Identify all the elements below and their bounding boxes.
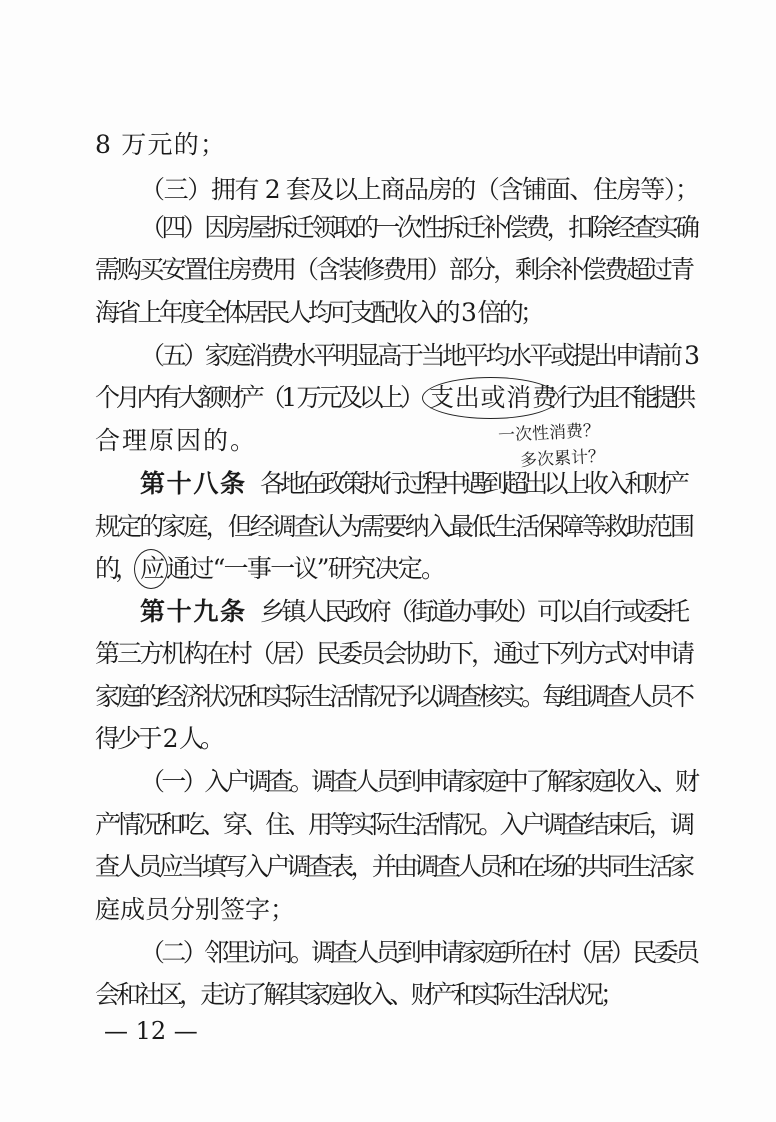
text-line	[0, 382, 776, 414]
text-line	[0, 638, 776, 670]
text-line	[0, 979, 776, 1011]
text-segment: 各地在政策执行过程中遇到超出以上收入和财产	[260, 469, 686, 498]
text-segment: （三）拥有 2 套及以上商品房的（含铺面、住房等）；	[140, 175, 699, 204]
text-segment: 的，	[95, 554, 135, 583]
text-segment: 产情况和吃、穿、住、用等实际生活情况。入户调查结束后，调	[95, 810, 692, 839]
article-heading: 第十八条	[140, 469, 247, 498]
text-line	[0, 723, 776, 755]
text-segment: 合理原因的。	[95, 426, 257, 455]
text-line	[0, 340, 776, 372]
text-segment: 第三方机构在村（居）民委员会协助下，通过下列方式对申请	[95, 639, 693, 668]
text-segment: 得少于 2 人。	[95, 724, 222, 753]
text-line	[0, 511, 776, 543]
text-segment: 乡镇人民政府（街道办事处）可以自行或委托	[260, 597, 687, 626]
handwritten-circle	[134, 549, 168, 589]
text-line	[0, 766, 776, 798]
page-number: — 12 —	[104, 1017, 198, 1045]
text-segment: （五）家庭消费水平明显高于当地平均水平或提出申请前 3	[140, 341, 697, 370]
handwritten-note: 多次累计？	[519, 446, 606, 471]
circled-text: 应	[140, 554, 166, 583]
article-heading: 第十九条	[140, 597, 247, 626]
text-line	[0, 129, 776, 161]
text-segment: 通过“一事一议”研究决定。	[166, 554, 445, 583]
handwritten-circle	[422, 377, 559, 419]
text-line	[0, 937, 776, 969]
text-segment: （四）因房屋拆迁领取的一次性拆迁补偿费，扣除经查实确	[140, 213, 697, 242]
text-line	[0, 553, 776, 585]
text-line	[0, 468, 776, 500]
text-line	[0, 809, 776, 841]
text-segment: 家庭的经济状况和实际生活情况予以调查核实。每组调查人员不	[95, 682, 692, 711]
text-segment: （二）邻里访问。调查人员到申请家庭所在村（居）民委员	[140, 938, 697, 967]
text-line	[0, 681, 776, 713]
text-line	[0, 894, 776, 926]
text-segment: 庭成员分别签字；	[95, 895, 295, 924]
text-segment: 需购买安置住房费用（含装修费用）部分，剩余补偿费超过青	[95, 255, 693, 284]
circled-text: 支出或消费	[429, 383, 558, 412]
text-segment: 查人员应当填写入户调查表，并由调查人员和在场的共同生活家	[95, 852, 692, 881]
text-line	[0, 596, 776, 628]
text-segment: 行为且不能提供	[557, 383, 691, 412]
text-segment: 8 万元的；	[95, 130, 227, 159]
text-segment: 个月内有大额财产（1 万元及以上）	[95, 383, 421, 412]
text-line	[0, 851, 776, 883]
text-line	[0, 425, 776, 457]
text-segment: 海省上年度全体居民人均可支配收入的 3 倍的；	[95, 298, 542, 327]
handwritten-note: 一次性消费？	[497, 420, 601, 446]
text-segment: 会和社区，走访了解其家庭收入、财产和实际生活状况；	[95, 980, 622, 1009]
text-line	[0, 212, 776, 244]
text-line	[0, 254, 776, 286]
text-segment: （一）入户调查。调查人员到申请家庭中了解家庭收入、财	[140, 767, 697, 796]
text-line	[0, 174, 776, 206]
text-segment: 规定的家庭，但经调查认为需要纳入最低生活保障等救助范围	[95, 512, 693, 541]
text-line	[0, 297, 776, 329]
